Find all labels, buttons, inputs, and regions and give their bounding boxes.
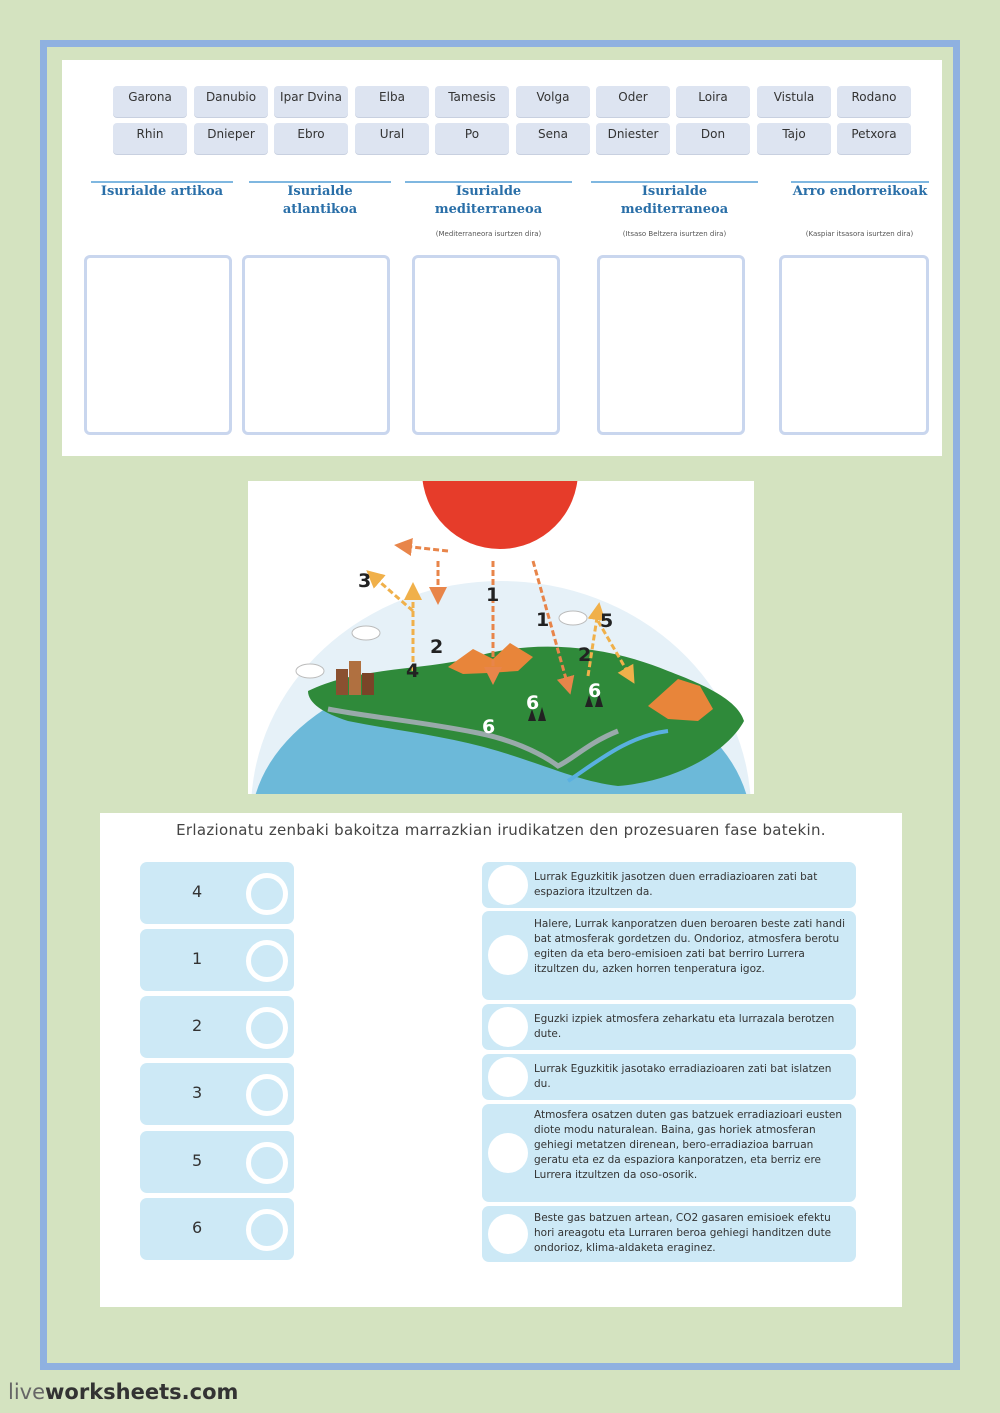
diagram-label: 5 <box>600 610 614 632</box>
river-chip[interactable]: Danubio <box>194 86 268 117</box>
match-dot[interactable] <box>246 1142 288 1184</box>
match-dot[interactable] <box>488 865 528 905</box>
river-chip[interactable]: Volga <box>516 86 590 117</box>
river-chip[interactable]: Oder <box>596 86 670 117</box>
column-subtitle: (Mediterraneora isurtzen dira) <box>435 230 542 238</box>
column-title-mediterranean: Isurialde mediterraneoa <box>405 183 572 219</box>
number-item[interactable] <box>140 929 294 991</box>
description-item[interactable] <box>482 1004 856 1050</box>
building <box>349 661 361 695</box>
number-item[interactable] <box>140 996 294 1058</box>
number-item[interactable] <box>140 862 294 924</box>
diagram-label: 1 <box>486 584 500 606</box>
description-item[interactable] <box>482 911 856 1000</box>
river-chip[interactable]: Dniester <box>596 123 670 154</box>
river-chip[interactable]: Rhin <box>113 123 187 154</box>
match-dot[interactable] <box>246 873 288 915</box>
radiation-arrow <box>403 546 448 551</box>
description-text: Lurrak Eguzkitik jasotako erradiazioaren zati bat islatzen du. <box>534 1063 832 1090</box>
sun <box>422 481 578 549</box>
column-subtitle: (Kaspiar itsasora isurtzen dira) <box>805 230 914 238</box>
number-label: 1 <box>192 949 203 968</box>
description-text: Eguzki izpiek atmosfera zeharkatu eta lurrazala berotzen dute. <box>534 1013 835 1040</box>
river-chip[interactable]: Rodano <box>837 86 911 117</box>
instruction-text: Erlazionatu zenbaki bakoitza marrazkian irudikatzen den prozesuaren fase batekin. <box>176 821 826 839</box>
number-label: 2 <box>192 1016 203 1035</box>
drop-zone-arctic[interactable] <box>84 255 232 435</box>
cloud <box>296 664 324 678</box>
river-chip[interactable]: Ipar Dvina <box>274 86 348 117</box>
building <box>362 673 374 695</box>
building <box>336 669 348 695</box>
diagram-label: 6 <box>482 716 496 738</box>
number-item[interactable] <box>140 1131 294 1193</box>
match-dot[interactable] <box>246 940 288 982</box>
diagram-label: 6 <box>526 692 540 714</box>
rivers-panel <box>62 60 942 456</box>
river-chip[interactable]: Tamesis <box>435 86 509 117</box>
greenhouse-diagram <box>248 481 754 794</box>
match-dot[interactable] <box>488 935 528 975</box>
description-text: Halere, Lurrak kanporatzen duen beroaren beste zati handi bat atmosferak gordetzen du. Ondorioz, atmosfera berotu egiten da eta bero-emisioen zati bat berriro Lurrera itzultzen du, azken horren tenperatura igoz. <box>534 918 845 975</box>
column-title-endorheic: Arro endorreikoak <box>791 183 929 201</box>
description-item[interactable] <box>482 862 856 908</box>
column-subtitle: (Itsaso Beltzera isurtzen dira) <box>622 230 727 238</box>
match-dot[interactable] <box>488 1133 528 1173</box>
river-chip[interactable]: Don <box>676 123 750 154</box>
number-label: 4 <box>192 882 203 901</box>
description-item[interactable] <box>482 1206 856 1262</box>
number-label: 5 <box>192 1151 203 1170</box>
river-chip[interactable]: Garona <box>113 86 187 117</box>
river-chip[interactable]: Po <box>435 123 509 154</box>
drop-zone-mediterranean[interactable] <box>412 255 560 435</box>
drop-zone-atlantic[interactable] <box>242 255 390 435</box>
column-title-black-sea: Isurialde mediterraneoa <box>591 183 758 219</box>
number-item[interactable] <box>140 1198 294 1260</box>
description-item[interactable] <box>482 1104 856 1202</box>
description-item[interactable] <box>482 1054 856 1100</box>
diagram-label: 2 <box>430 636 444 658</box>
description-text: Lurrak Eguzkitik jasotzen duen erradiazioaren zati bat espaziora itzultzen da. <box>534 871 818 898</box>
river-chip[interactable]: Ebro <box>274 123 348 154</box>
description-text: Atmosfera osatzen duten gas batzuek erradiazioari eusten diote modu naturalean. Baina, gas horiek atmosferan gehiegi metatzen direnean, bero-erradiazioa barruan geratu eta ez da espaziora kanporatzen, eta berriz ere Lurrera itzultzen da oso-osorik. <box>534 1109 842 1181</box>
column-title-arctic: Isurialde artikoa <box>91 183 233 201</box>
river-chip[interactable]: Sena <box>516 123 590 154</box>
diagram-label: 6 <box>588 680 602 702</box>
cloud <box>559 611 587 625</box>
river-chip[interactable]: Ural <box>355 123 429 154</box>
diagram-label: 4 <box>406 660 420 682</box>
match-dot[interactable] <box>246 1074 288 1116</box>
river-chip[interactable]: Dnieper <box>194 123 268 154</box>
drop-zone-endorheic[interactable] <box>779 255 929 435</box>
river-chip[interactable]: Tajo <box>757 123 831 154</box>
match-dot[interactable] <box>488 1214 528 1254</box>
number-label: 6 <box>192 1218 203 1237</box>
river-chip[interactable]: Petxora <box>837 123 911 154</box>
river-chip[interactable]: Loira <box>676 86 750 117</box>
diagram-label: 3 <box>358 570 372 592</box>
matching-panel <box>100 813 902 1307</box>
match-dot[interactable] <box>246 1209 288 1251</box>
description-text: Beste gas batzuen artean, CO2 gasaren emisioek efektu hori areagotu eta Lurraren beroa gehiegi handitzen dute ondorioz, klima-aldaketa eraginez. <box>534 1212 832 1254</box>
column-title-atlantic: Isurialde atlantikoa <box>249 183 391 219</box>
match-dot[interactable] <box>488 1057 528 1097</box>
number-item[interactable] <box>140 1063 294 1125</box>
cloud <box>352 626 380 640</box>
river-chip[interactable]: Vistula <box>757 86 831 117</box>
match-dot[interactable] <box>246 1007 288 1049</box>
number-label: 3 <box>192 1083 203 1102</box>
match-dot[interactable] <box>488 1007 528 1047</box>
greenhouse-illustration <box>248 481 754 794</box>
drop-zone-black-sea[interactable] <box>597 255 745 435</box>
diagram-label: 1 <box>536 609 550 631</box>
liveworksheets-logo[interactable]: liveworksheets.com <box>8 1380 239 1404</box>
river-chip[interactable]: Elba <box>355 86 429 117</box>
diagram-label: 2 <box>578 644 592 666</box>
